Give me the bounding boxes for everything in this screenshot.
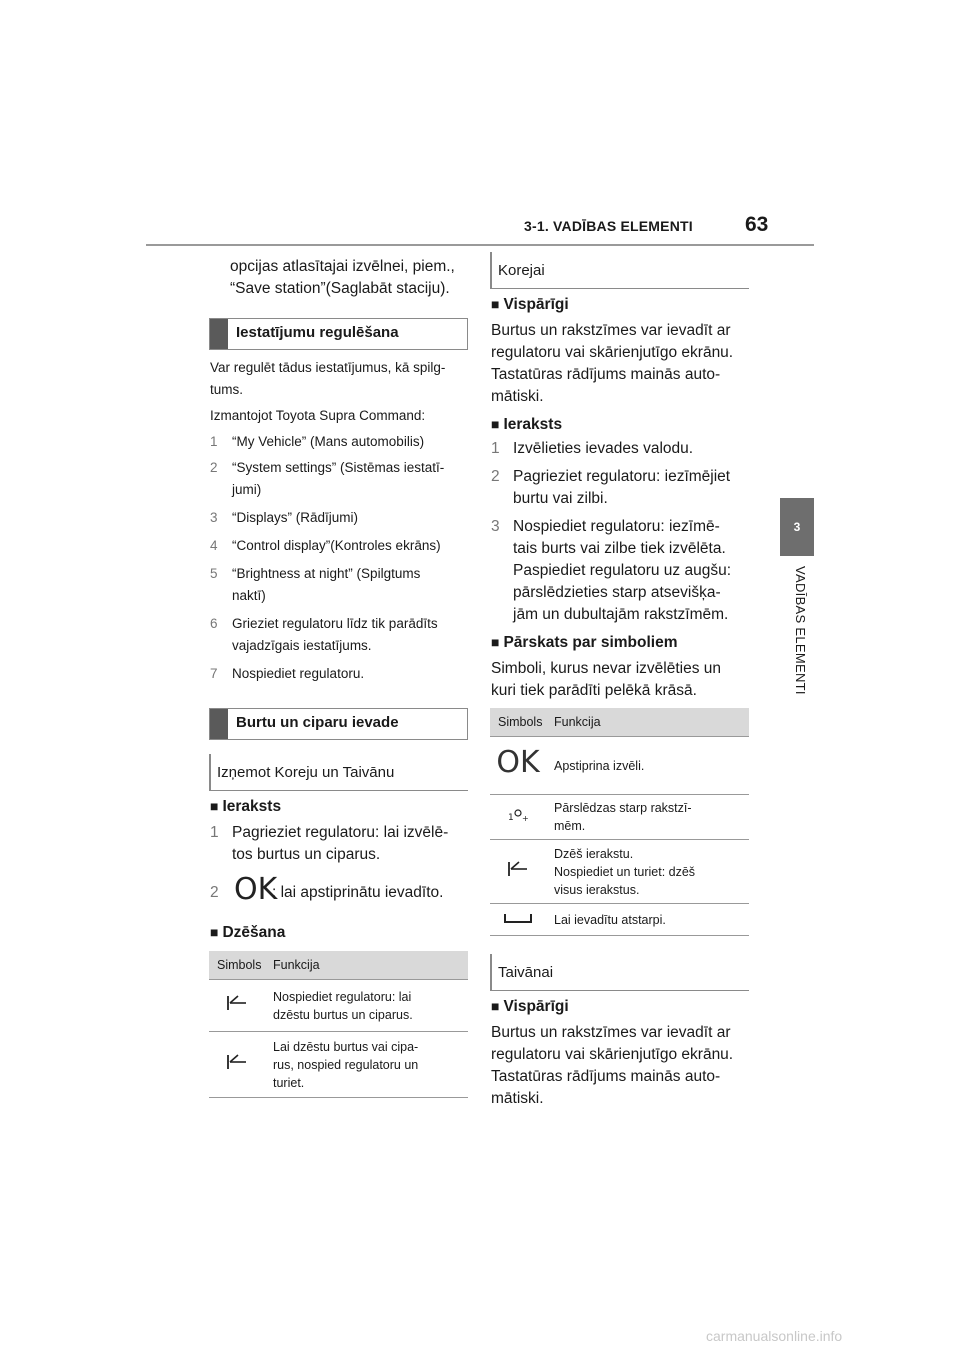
table-row xyxy=(490,737,749,795)
vispārigi-1-line: mātiski. xyxy=(491,388,544,405)
table-header-function: Funkcija xyxy=(546,708,749,737)
table-row xyxy=(209,980,468,1032)
vispārigi-2-line: Burtus un rakstzīmes var ievadīt ar xyxy=(491,1024,731,1041)
parskats-line: Simboli, kurus nevar izvēlēties un xyxy=(491,660,722,677)
taivanai-heading xyxy=(490,954,749,991)
input-subheading-text: Izņemot Koreju un Taivānu xyxy=(217,764,395,781)
delete-table xyxy=(209,951,468,1098)
table-cell: Lai dzēstu burtus vai cipa- rus, nospied regulatoru un turiet. xyxy=(265,1032,468,1098)
table-cell: Apstiprina izvēli. xyxy=(546,737,749,795)
header-rule xyxy=(146,244,814,246)
symbols-table xyxy=(490,708,749,936)
vispārigi-heading-1: ■ Vispārīgi xyxy=(491,296,569,313)
parskats-line: kuri tiek parādīti pelēkā krāsā. xyxy=(491,682,697,699)
svg-text:+: + xyxy=(522,813,529,823)
input-heading-text: Burtu un ciparu ievade xyxy=(236,714,399,731)
vispārigi-1-line: regulatoru vai skārienjutīgo ekrānu. xyxy=(491,344,734,361)
switch-characters-icon xyxy=(490,795,546,840)
table-row xyxy=(490,840,749,904)
table-header-symbol: Simbols xyxy=(209,951,265,980)
table-cell: Lai ievadītu atstarpi. xyxy=(546,904,749,936)
taivanai-heading-text: Taivānai xyxy=(498,964,554,981)
settings-p1-line2: tums. xyxy=(210,382,244,397)
table-cell: Nospiediet regulatoru: lai dzēstu burtus un ciparus. xyxy=(265,980,468,1032)
table-row xyxy=(209,1032,468,1098)
delete-arrow-icon xyxy=(490,840,546,904)
vispārigi-1-line: Burtus un rakstzīmes var ievadīt ar xyxy=(491,322,731,339)
dzesana-heading: ■ Dzēšana xyxy=(210,924,286,941)
chapter-vertical-title: VADĪBAS ELEMENTI xyxy=(793,566,808,695)
space-icon xyxy=(490,904,546,936)
table-cell: Pārslēdzas starp rakstzī- mēm. xyxy=(546,795,749,840)
left-step-2-text: : lai apstiprinātu ievadīto. xyxy=(272,884,444,901)
table-header-symbol: Simbols xyxy=(490,708,546,737)
vispārigi-2-line: Tastatūras rādījums mainās auto- xyxy=(491,1068,721,1085)
settings-p1-line1: Var regulēt tādus iestatījumus, kā spilg- xyxy=(210,360,446,375)
settings-p2: Izmantojot Toyota Supra Command: xyxy=(210,408,426,423)
svg-text:1: 1 xyxy=(508,812,514,823)
vispārigi-heading-2: ■ Vispārīgi xyxy=(491,998,569,1015)
table-row xyxy=(490,795,749,840)
left-step-2: 2 xyxy=(210,884,219,901)
watermark: carmanualsonline.info xyxy=(706,1328,843,1344)
input-heading xyxy=(209,708,468,740)
table-row xyxy=(490,904,749,936)
page-number: 63 xyxy=(745,213,769,236)
ok-icon: OK xyxy=(490,737,546,795)
korejai-heading-text: Korejai xyxy=(498,262,545,279)
left-ieraksts-heading: ■ Ieraksts xyxy=(210,798,282,815)
input-subheading xyxy=(209,754,468,791)
table-header-function: Funkcija xyxy=(265,951,468,980)
left-step-1: 1 Pagrieziet regulatoru: lai izvēlē- tos burtus un ciparus. xyxy=(210,824,449,863)
vispārigi-2-line: mātiski. xyxy=(491,1090,544,1107)
table-cell: Dzēš ierakstu. Nospiediet un turiet: dzēš visus ierakstus. xyxy=(546,840,749,904)
delete-arrow-icon xyxy=(209,980,265,1032)
right-ieraksts-heading: ■ Ieraksts xyxy=(491,416,563,433)
intro-line-2: “Save station”(Saglabāt staciju). xyxy=(230,280,450,297)
section-title: 3-1. VADĪBAS ELEMENTI xyxy=(524,218,693,234)
korejai-heading xyxy=(490,252,749,289)
settings-heading-text: Iestatījumu regulēšana xyxy=(236,324,399,341)
chapter-tab: 3 xyxy=(780,498,814,556)
settings-heading xyxy=(209,318,468,350)
ok-icon: OK xyxy=(234,872,278,907)
intro-line-1: opcijas atlasītajai izvēlnei, piem., xyxy=(230,258,455,275)
parskats-heading: ■ Pārskats par simboliem xyxy=(491,634,678,651)
vispārigi-2-line: regulatoru vai skārienjutīgo ekrānu. xyxy=(491,1046,734,1063)
delete-arrow-icon xyxy=(209,1032,265,1098)
vispārigi-1-line: Tastatūras rādījums mainās auto- xyxy=(491,366,721,383)
